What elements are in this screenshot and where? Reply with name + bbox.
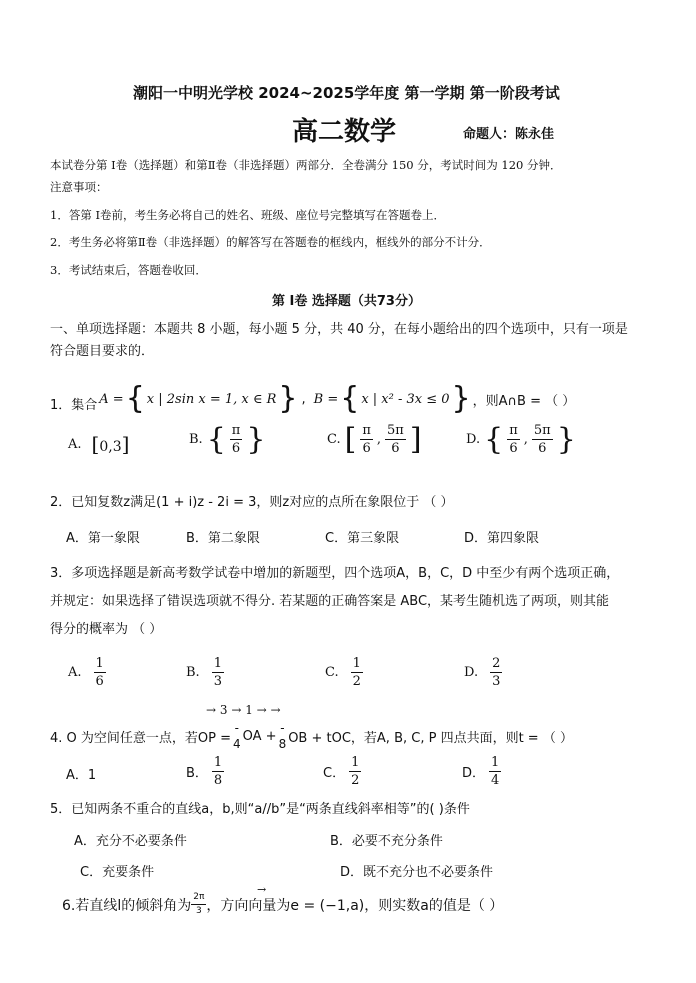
q4-option-d[interactable] (462, 756, 501, 787)
comma: , (523, 432, 528, 447)
option-label: D. (464, 665, 479, 680)
q1-set-b-label: B = (313, 391, 339, 407)
question-3-line-3: 得分的概率为 （ ） (50, 622, 163, 637)
q6-angle-fraction: $\frac{2\pi}{3}$ (193, 892, 205, 916)
q2-option-c[interactable]: C．第三象限 (325, 531, 400, 546)
option-label: A. (68, 436, 82, 452)
note-3: 3．考试结束后，答题卷收回． (50, 263, 207, 277)
section-instruction-text: 一、单项选择题：本题共 8 小题，每小题 5 分，共 40 分，在每小题给出的四个选项中，只有一项是 (50, 322, 628, 337)
q1-set-a-body: x | 2sin x = 1, x ∈ R (146, 391, 277, 407)
question-4-stem (50, 722, 573, 750)
q2-option-d[interactable]: D．第四象限 (464, 531, 540, 546)
fraction: $\frac{\pi}{6}$ (231, 423, 241, 456)
option-label: A. (68, 665, 82, 680)
option-label: D. (466, 432, 481, 447)
q3-option-d[interactable] (464, 657, 502, 688)
q4-coef-1-8: - 8 (278, 721, 287, 751)
q4-option-c[interactable] (323, 756, 361, 787)
fraction: $\frac{1}{3}$ (213, 656, 222, 689)
question-5-stem: 5．已知两条不重合的直线a，b,则“a//b”是“两条直线斜率相等”的( )条件 (50, 802, 470, 817)
q2-option-a[interactable]: A．第一象限 (66, 531, 140, 546)
q1-set-b-body: x | x² - 3x ≤ 0 (361, 391, 450, 407)
q4-stem-c: OB + tOC，若A, B, C, P 四点共面，则t = （ ） (288, 730, 573, 746)
fraction: $\frac{1}{2}$ (352, 656, 361, 689)
fraction: $\frac{1}{8}$ (213, 755, 223, 788)
fraction: $\frac{1}{4}$ (491, 755, 500, 788)
q4-coef-3-4: - 4 (233, 721, 241, 751)
brace-close: } (556, 421, 576, 457)
q1-option-d[interactable] (466, 421, 576, 457)
q4-stem-b: OA + (242, 728, 277, 744)
section-instruction-1 (50, 318, 628, 337)
q4-option-b[interactable] (186, 756, 224, 787)
q5-option-c[interactable]: C．充要条件 (80, 865, 155, 880)
q2-option-b[interactable]: B．第二象限 (186, 531, 260, 546)
q3-option-a[interactable] (68, 657, 106, 688)
option-label: D． (462, 766, 486, 781)
q4-vector-arrows: → 3 → 1 → → (206, 703, 281, 717)
fraction: $\frac{5\pi}{6}$ (533, 423, 551, 456)
intro-line-2: 注意事项： (50, 180, 108, 194)
question-6-stem (62, 893, 503, 916)
option-label: A． (66, 768, 88, 783)
section-title: 第 Ⅰ卷 选择题（共73分） (272, 294, 421, 309)
q1-option-c[interactable] (327, 421, 422, 457)
q1-comma: , (301, 391, 306, 407)
question-3-line-1: 3．多项选择题是新高考数学试卷中增加的新题型，四个选项A，B，C，D 中至少有两个选项正确， (50, 566, 620, 581)
q1-option-b[interactable] (189, 421, 266, 457)
fraction: $\frac{\pi}{6}$ (509, 423, 518, 456)
section-instruction-2: 符合题目要求的． (50, 344, 155, 359)
option-label: B. (189, 432, 203, 447)
option-value: 1 (87, 768, 97, 783)
q6-stem-a: 6.若直线l的倾斜角为 (62, 897, 192, 914)
bracket-open: [ (344, 421, 357, 457)
note-1: 1．答第 Ⅰ卷前，考生务必将自己的姓名、班级、座位号完整填写在答题卷上． (50, 208, 446, 222)
fraction: $\frac{2}{3}$ (492, 656, 501, 689)
option-label: C. (327, 432, 341, 447)
q3-option-c[interactable] (325, 657, 363, 688)
intro-line-1: 本试卷分第 Ⅰ卷（选择题）和第Ⅱ卷（非选择题）两部分．全卷满分 150 分，考试时间为 120 分钟． (50, 158, 562, 172)
q5-option-a[interactable]: A．充分不必要条件 (74, 834, 187, 849)
q1-tail: ，则A∩B = （ ） (472, 393, 576, 409)
q1-prefix: 1．集合 (50, 397, 98, 413)
q1-set-a-label: A = (99, 391, 124, 407)
q6-stem-b: ，方向向量为e = (−1,a)，则实数a的值是（ ） (206, 897, 504, 914)
comma: , (376, 432, 382, 447)
question-2-stem: 2．已知复数z满足(1 + i)z - 2i = 3，则z对应的点所在象限位于 （ ） (50, 495, 454, 510)
subject-title: 高二数学 (292, 117, 397, 147)
q4-option-a[interactable] (66, 764, 96, 783)
fraction: $\frac{5\pi}{6}$ (387, 423, 404, 456)
fraction: $\frac{\pi}{6}$ (362, 423, 371, 456)
q1-brace-close-a: } (278, 381, 298, 416)
q1-brace-open-b: { (340, 381, 360, 416)
option-label: C. (325, 665, 339, 680)
question-3-line-2: 并规定：如果选择了错误选项就不得分. 若某题的正确答案是 ABC，某考生随机选了两项，则其能 (50, 594, 610, 609)
fraction: $\frac{1}{6}$ (95, 656, 104, 689)
note-2: 2．考生务必将第Ⅱ卷（非选择题）的解答写在答题卷的框线内，框线外的部分不计分． (50, 235, 491, 249)
author-line: 命题人：陈永佳 (463, 127, 555, 142)
brace-close: } (246, 421, 266, 457)
brace-open: { (484, 421, 504, 457)
q1-option-a-value: [0,3] (91, 432, 130, 456)
brace-open: { (206, 421, 226, 457)
q5-option-d[interactable]: D．既不充分也不必要条件 (340, 865, 494, 880)
bracket-close: ] (409, 421, 422, 457)
exam-header-line: 潮阳一中明光学校 2024~2025学年度 第一学期 第一阶段考试 (133, 84, 560, 102)
q1-option-a[interactable] (68, 432, 129, 456)
option-label: B. (186, 665, 200, 680)
q3-option-b[interactable] (186, 657, 224, 688)
q1-brace-open-a: { (125, 381, 145, 416)
question-1-stem (50, 381, 576, 416)
q5-option-b[interactable]: B．必要不充分条件 (330, 834, 443, 849)
q6-vector-arrow: → (257, 883, 267, 896)
q4-stem-a: 4. O 为空间任意一点，若OP = (50, 730, 231, 746)
option-label: B． (186, 766, 208, 781)
fraction: $\frac{1}{2}$ (351, 755, 360, 788)
q1-brace-close-b: } (451, 381, 471, 416)
option-label: C． (323, 766, 346, 781)
